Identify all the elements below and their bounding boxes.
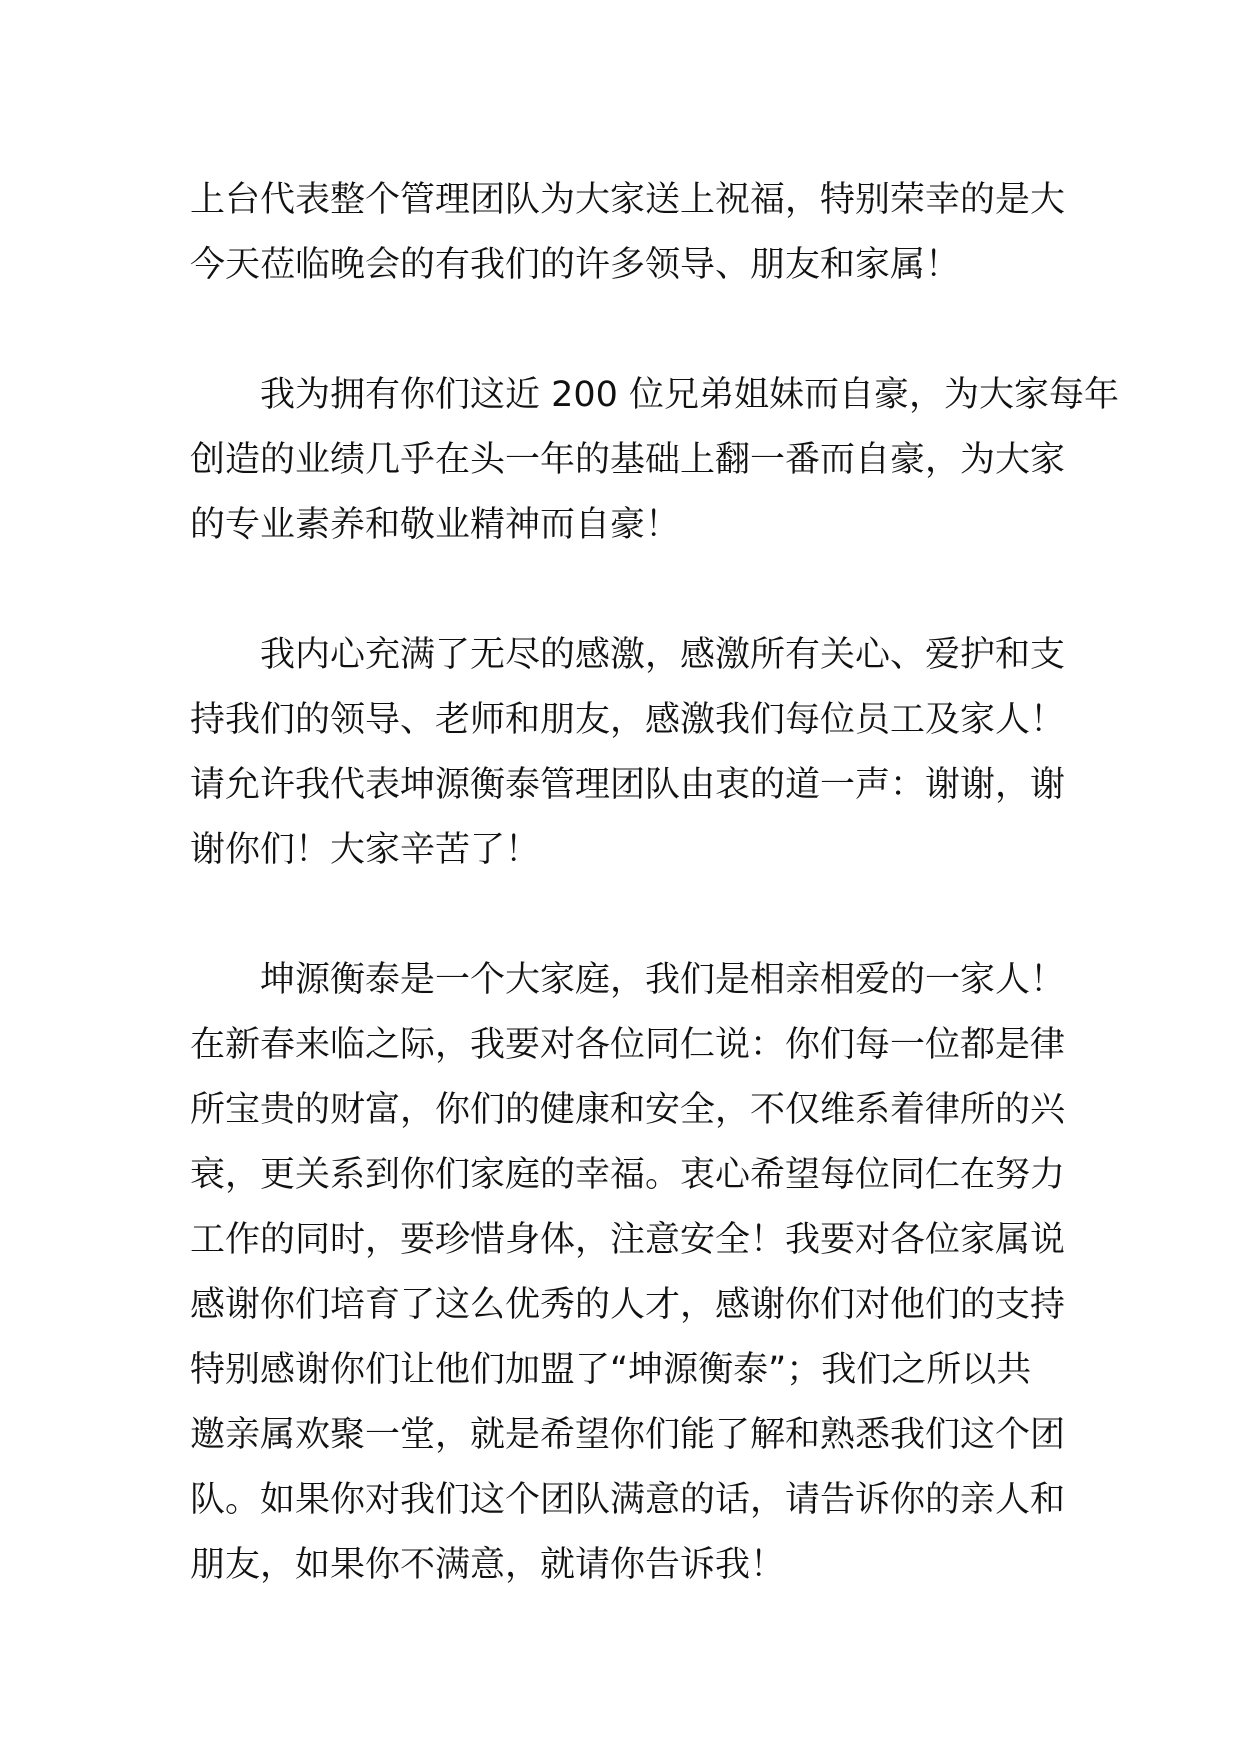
text-line: 我为拥有你们这近 200 位兄弟姐妹而自豪，为大家每年 [260, 375, 1120, 415]
text-line: 特别感谢你们让他们加盟了“坤源衡泰”；我们之所以共 [190, 1350, 1032, 1390]
paragraph-spacer [190, 558, 1060, 623]
body-text [190, 168, 1120, 1598]
text-line: 感谢你们培育了这么优秀的人才，感谢你们对他们的支持 [190, 1285, 1066, 1325]
text-line: 上台代表整个管理团队为大家送上祝福，特别荣幸的是大 [190, 180, 1066, 220]
text-line: 衰，更关系到你们家庭的幸福。衷心希望每位同仁在努力 [190, 1155, 1066, 1195]
text-line: 创造的业绩几乎在头一年的基础上翻一番而自豪，为大家 [190, 440, 1066, 480]
text-line: 邀亲属欢聚一堂，就是希望你们能了解和熟悉我们这个团 [190, 1415, 1066, 1455]
text-line: 请允许我代表坤源衡泰管理团队由衷的道一声：谢谢，谢 [190, 765, 1066, 805]
paragraph-4 [190, 948, 1066, 1598]
text-line: 谢你们！大家辛苦了！ [190, 830, 541, 870]
paragraph-2 [190, 363, 1120, 558]
text-line: 队。如果你对我们这个团队满意的话，请告诉你的亲人和 [190, 1480, 1066, 1520]
paragraph-spacer [190, 298, 1060, 363]
text-line: 工作的同时，要珍惜身体，注意安全！我要对各位家属说 [190, 1220, 1066, 1260]
text-line: 持我们的领导、老师和朋友，感激我们每位员工及家人！ [190, 700, 1066, 740]
text-line: 的专业素养和敬业精神而自豪！ [190, 505, 681, 545]
text-line: 今天莅临晚会的有我们的许多领导、朋友和家属！ [190, 245, 961, 285]
paragraph-3 [190, 623, 1066, 883]
text-line: 坤源衡泰是一个大家庭，我们是相亲相爱的一家人！ [260, 960, 1066, 1000]
paragraph-1 [190, 168, 1066, 298]
text-line: 在新春来临之际，我要对各位同仁说：你们每一位都是律 [190, 1025, 1066, 1065]
paragraph-spacer [190, 883, 1060, 948]
text-line: 所宝贵的财富，你们的健康和安全，不仅维系着律所的兴 [190, 1090, 1066, 1130]
text-line: 朋友，如果你不满意，就请你告诉我！ [190, 1545, 786, 1585]
text-line: 我内心充满了无尽的感激，感激所有关心、爱护和支 [260, 635, 1066, 675]
